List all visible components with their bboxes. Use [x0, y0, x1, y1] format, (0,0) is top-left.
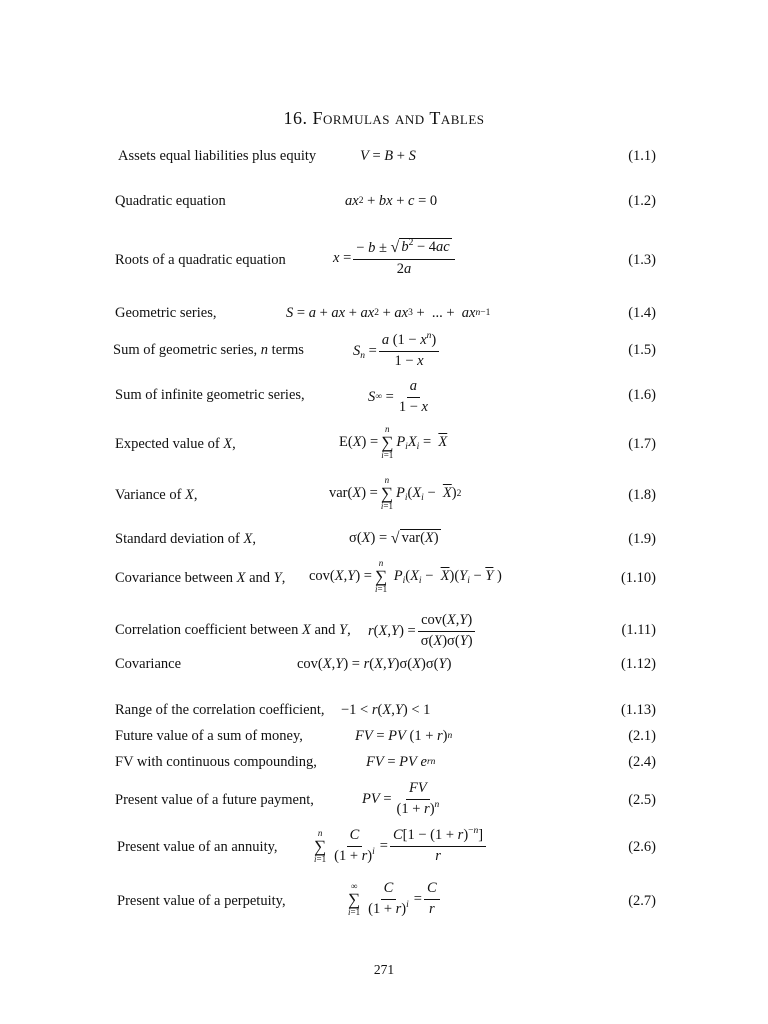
equation-number: (1.2) [628, 193, 656, 209]
formula-label: Correlation coefficient between X and Y, [115, 622, 351, 638]
fraction: $\frac{C}{r}$ [424, 881, 440, 918]
equation-number: (2.7) [628, 893, 656, 909]
formula-expression: x = − b ± √ $b^2 - 4ac$ 2a [333, 238, 457, 278]
formula-label: Covariance [115, 656, 182, 672]
formula-expression: σ( X ) = √ var(X) [349, 529, 439, 547]
fraction: $\frac{a (1 - x^n)}{1 - x}$ [379, 333, 439, 370]
formula-expression: ax 2 + bx + c = 0 [345, 193, 438, 209]
formula-expression: FV = PV (1 + r ) n [355, 728, 453, 744]
equation-number: (1.5) [628, 342, 656, 358]
equation-number: (1.10) [620, 570, 656, 586]
equation-number: (1.12) [620, 656, 656, 672]
formula-expression: var( X ) = n ∑ i=1 $P_i$ ( $X_i$ − $\overline{X}$ ) 2 [329, 475, 462, 511]
equation-number: (1.8) [628, 487, 656, 503]
formula-label: Sum of geometric series, n terms [113, 342, 304, 358]
formula-label: Variance of X, [115, 487, 198, 503]
equation-number: (1.13) [620, 702, 656, 718]
equation-number: (2.6) [628, 839, 656, 855]
formula-expression: n ∑ i=1 $\frac{C}{(1 + r)^i}$ = $\frac{C[1 - (1 + r)^{-n}]}{r}$ [311, 828, 488, 865]
formula-label: Assets equal liabilities plus equity [118, 148, 317, 164]
formula-expression: S = a + ax + ax 2 + ax 3 + ... + ax n−1 [286, 305, 491, 321]
equation-number: (1.1) [628, 148, 656, 164]
formula-label: Future value of a sum of money, [115, 728, 303, 744]
formula-expression: ∞ ∑ i=1 $\frac{C}{(1 + r)^i}$ = $\frac{C}{r}$ [345, 881, 442, 918]
equation-number: (2.1) [628, 728, 656, 744]
summation: n ∑ i=1 [314, 827, 327, 864]
fraction: − b ± √ $b^2 - 4ac$ 2a [353, 238, 454, 278]
formula-label: Roots of a quadratic equation [115, 252, 286, 268]
formula-expression: E( X ) = n ∑ i=1 $P_iX_i$ = $\overline{X}$ [339, 424, 448, 460]
equation-number: (1.4) [628, 305, 656, 321]
formula-expression: −1 < r ( X , Y ) < 1 [341, 702, 431, 718]
page-title: 16. Formulas and Tables [283, 108, 485, 128]
summation: n ∑ i=1 [374, 558, 388, 594]
summation: n ∑ i=1 [380, 475, 393, 511]
formula-expression: cov( X , Y ) = n ∑ i=1 $P_i$ ( $X_i$ − $\overline{X}$ )( $Y_i$ − $\overline{Y}$ ) [309, 558, 502, 594]
fraction: $\frac{FV}{(1 + r)^n}$ [396, 780, 440, 817]
formula-label: Range of the correlation coefficient, [115, 702, 325, 718]
formula-label: Present value of a perpetuity, [117, 893, 286, 909]
formula-expression: V = B + S [360, 148, 416, 164]
formula-label: Expected value of X, [115, 436, 236, 452]
summation: ∞ ∑ i=1 [348, 880, 361, 917]
summation: n ∑ i=1 [381, 424, 394, 460]
formula-label: FV with continuous compounding, [115, 754, 317, 770]
fraction: $\frac{\text{cov(X,Y)}}{\sigma(X)\sigma(Y)}$ [418, 613, 476, 650]
formula-label: Covariance between X and Y, [115, 570, 286, 586]
equation-number: (1.7) [628, 436, 656, 452]
formula-expression: r ( X , Y ) = $\frac{\text{cov(X,Y)}}{\sigma(X)\sigma(Y)}$ [368, 613, 478, 650]
equation-number: (1.6) [628, 387, 656, 403]
formula-expression: S ∞ = $\frac{a}{1 - x}$ [368, 379, 433, 416]
equation-number: (1.3) [628, 252, 656, 268]
formula-label: Geometric series, [115, 305, 217, 321]
equation-number: (1.11) [621, 622, 656, 638]
equation-number: (2.5) [628, 792, 656, 808]
fraction: $\frac{a}{1 - x}$ [398, 378, 428, 415]
formula-label: Quadratic equation [115, 193, 226, 209]
formula-expression: PV = $\frac{FV}{(1 + r)^n}$ [362, 781, 444, 818]
equation-number: (1.9) [628, 531, 656, 547]
equation-number: (2.4) [628, 754, 656, 770]
formula-expression: $S_n$ = $\frac{a (1 - x^n)}{1 - x}$ [353, 333, 441, 370]
formula-label: Present value of a future payment, [115, 792, 314, 808]
page-number: 271 [373, 962, 395, 977]
formula-expression: cov( X , Y ) = r ( X , Y )σ( X )σ( Y ) [297, 656, 452, 672]
fraction: $\frac{C}{(1 + r)^i}$ [368, 880, 409, 917]
fraction: $\frac{C}{(1 + r)^i}$ [334, 827, 375, 864]
fraction: $\frac{C[1 - (1 + r)^{-n}]}{r}$ [390, 828, 486, 865]
formula-label: Sum of infinite geometric series, [115, 387, 305, 403]
formula-expression: FV = PV e rn [366, 754, 436, 770]
formula-label: Standard deviation of X, [115, 531, 256, 547]
formula-label: Present value of an annuity, [117, 839, 278, 855]
